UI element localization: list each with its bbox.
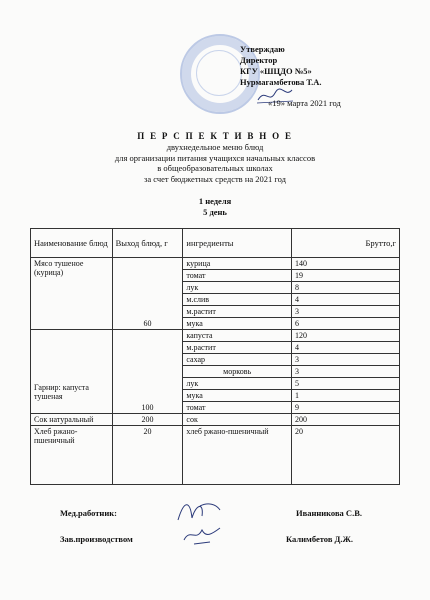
gross-value: 19: [291, 270, 399, 282]
table-row: [31, 330, 400, 342]
gross-value: 1: [291, 390, 399, 402]
header-name: Наименование блюд: [31, 229, 113, 258]
ingredient: лук: [183, 378, 292, 390]
document-subtitle: [0, 142, 430, 184]
ingredient: томат: [183, 270, 292, 282]
gross-value: 6: [291, 318, 399, 330]
footer-name-medic: Иванникова С.В.: [296, 508, 362, 518]
table-header-row: [31, 229, 400, 258]
subtitle-line4: за счет бюджетных средств на 2021 год: [143, 173, 286, 184]
gross-value: 4: [291, 342, 399, 354]
approval-line3: КГУ «ШЦДО №5»: [240, 66, 312, 76]
ingredient: курица: [183, 258, 292, 270]
ingredient: хлеб ржано-пшеничный: [183, 426, 292, 485]
table-row: [31, 426, 400, 485]
seal-stamp-inner: [196, 50, 242, 96]
gross-value: 20: [291, 426, 399, 485]
gross-value: 200: [291, 414, 399, 426]
approval-block: [240, 44, 341, 109]
dish-name: Мясо тушеное (курица): [31, 258, 113, 330]
ingredient: м.слив: [183, 294, 292, 306]
dish-yield: 20: [112, 426, 183, 485]
menu-table: [30, 228, 400, 485]
subtitle-line1: двухнедельное меню блюд: [166, 142, 264, 152]
header-ingredients: ингредиенты: [183, 229, 292, 258]
day-label: 5 день: [203, 206, 227, 217]
dish-yield: 200: [112, 414, 183, 426]
week-label: 1 неделя: [198, 196, 232, 206]
dish-yield: 60: [112, 258, 183, 330]
table-row: [31, 414, 400, 426]
ingredient: мука: [183, 390, 292, 402]
approval-date: «19» марта 2021 год: [268, 98, 341, 108]
gross-value: 5: [291, 378, 399, 390]
subtitle-line3: в общеобразовательных школах: [157, 163, 273, 173]
dish-yield: 100: [112, 330, 183, 414]
gross-value: 3: [291, 306, 399, 318]
gross-value: 140: [291, 258, 399, 270]
table-row: [31, 258, 400, 270]
ingredient: капуста: [183, 330, 292, 342]
ingredient: мука: [183, 318, 292, 330]
ingredient: м.растит: [183, 306, 292, 318]
approval-line4: Нурмагамбетова Т.А.: [240, 77, 322, 87]
dish-name: Сок натуральный: [31, 414, 113, 426]
ingredient: лук: [183, 282, 292, 294]
header-yield: Выход блюд, г: [112, 229, 183, 258]
document-title: П Е Р С П Е К Т И В Н О Е: [137, 131, 293, 141]
subtitle-line2: для организации питания учащихся начальных классов: [114, 152, 316, 163]
gross-value: 8: [291, 282, 399, 294]
dish-name: Хлеб ржано-пшеничный: [31, 426, 113, 485]
ingredient: томат: [183, 402, 292, 414]
ingredient: сок: [183, 414, 292, 426]
ingredient: сахар: [183, 354, 292, 366]
production-signature: [180, 522, 224, 548]
header-gross: Брутто,г: [291, 229, 399, 258]
gross-value: 4: [291, 294, 399, 306]
approval-line1: Утверждаю: [240, 44, 285, 54]
gross-value: 3: [291, 354, 399, 366]
dish-name: Гарнир: капуста тушеная: [31, 330, 113, 414]
gross-value: 9: [291, 402, 399, 414]
footer-name-production: Калимбетов Д.Ж.: [286, 534, 354, 544]
footer-role-medic: Мед.работник:: [60, 508, 117, 518]
ingredient: морковь: [183, 366, 292, 378]
gross-value: 3: [291, 366, 399, 378]
ingredient: м.растит: [183, 342, 292, 354]
gross-value: 120: [291, 330, 399, 342]
approval-line2: Директор: [240, 55, 278, 65]
week-day-block: [0, 196, 430, 217]
footer-role-production: Зав.производством: [60, 534, 133, 544]
